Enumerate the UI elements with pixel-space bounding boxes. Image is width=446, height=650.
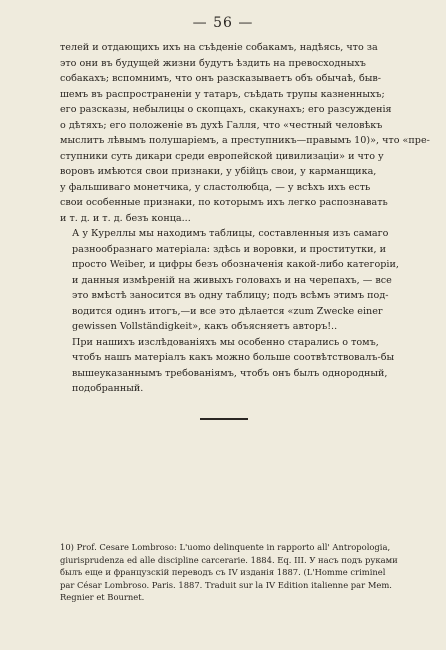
text-line: шемъ въ распространеніи у татаръ, съѣдать трупы казненныхъ; [60,88,385,100]
text-line: При нашихъ изслѣдованіяхъ мы особенно старались о томъ, [72,336,379,348]
text-line: просто Weiber, и цифры безъ обозначенія какой-либо категоріи, [72,259,399,270]
text-line: телей и отдающихъ ихъ на съѣденіе собакамъ, надѣясь, что за [60,42,378,53]
text-line: его разсказы, небылицы о скопцахъ, скакунахъ; его разсужденія [60,104,392,115]
text-line: gewissen Vollständigkeit», какъ объясняетъ авторъ!.. [72,321,338,332]
page-number: — 56 — [192,15,254,31]
text-line: вышеуказаннымъ требованіямъ, чтобъ онъ былъ однородный, [72,367,388,379]
paragraph-1 [60,40,430,226]
paragraph-2 [60,226,399,335]
footnote-line: par César Lombroso. Paris. 1887. Traduit sur la IV Edition italienne par Mem. [60,579,392,590]
text-line: и данныя измѣреній на живыхъ головахъ и на черепахъ, — все [72,274,392,286]
text-line: мыслитъ лѣвымъ полушаріемъ, а преступникъ—правымъ 10)», что «пре- [60,135,430,146]
text-line: ступники суть дикари среди европейской цивилизаціи» и что у [60,150,384,162]
footnote-line: 10) Prof. Cesare Lombroso: L'uomo delinquente in rapporto all' Antropologia, [60,542,391,552]
text-line: подобранный. [72,383,144,394]
text-line: это они въ будущей жизни будутъ ѣздить на превосходныхъ [60,57,366,69]
text-line: собакахъ; вспомнимъ, что онъ разсказываетъ объ обычаѣ, быв- [60,73,382,84]
text-line: А у Куреллы мы находимъ таблицы, составленныя изъ самаго [72,228,389,239]
text-line: у фальшиваго монетчика, у сластолюбца, — у всѣхъ ихъ есть [60,181,371,193]
main-text [60,40,430,397]
section-divider [200,418,248,420]
text-line: это вмѣстѣ заносится въ одну таблицу; подъ всѣмъ этимъ под- [72,290,389,301]
footnote [60,541,398,604]
footnote-line: giurisprudenza ed alle discipline carcerarie. 1884. Eq. III. У насъ подъ руками [60,554,398,565]
text-line: чтобъ нашъ матеріалъ какъ можно больше соотвѣтствовалъ-бы [72,352,395,363]
paragraph-3 [60,335,395,397]
footnote-line: былъ еще и французскій переводъ съ IV изданія 1887. (L'Homme criminel [60,567,386,577]
text-line: и т. д. и т. д. безъ конца... [60,212,191,224]
text-line: свои особенные признаки, по которымъ ихъ легко распознавать [60,197,388,208]
text-line: водится одинъ итогъ,—и все это дѣлается «zum Zwecke einer [72,305,383,317]
text-line: воровъ имѣются свои признаки, у убійцъ свои, у карманщика, [60,166,377,177]
text-line: разнообразнаго матеріала: здѣсь и воровки, и проститутки, и [72,243,387,255]
text-line: о дѣтяхъ; его положеніе въ духѣ Галля, что «честный человѣкъ [60,119,383,131]
footnote-line: Regnier et Bournet. [60,592,145,602]
